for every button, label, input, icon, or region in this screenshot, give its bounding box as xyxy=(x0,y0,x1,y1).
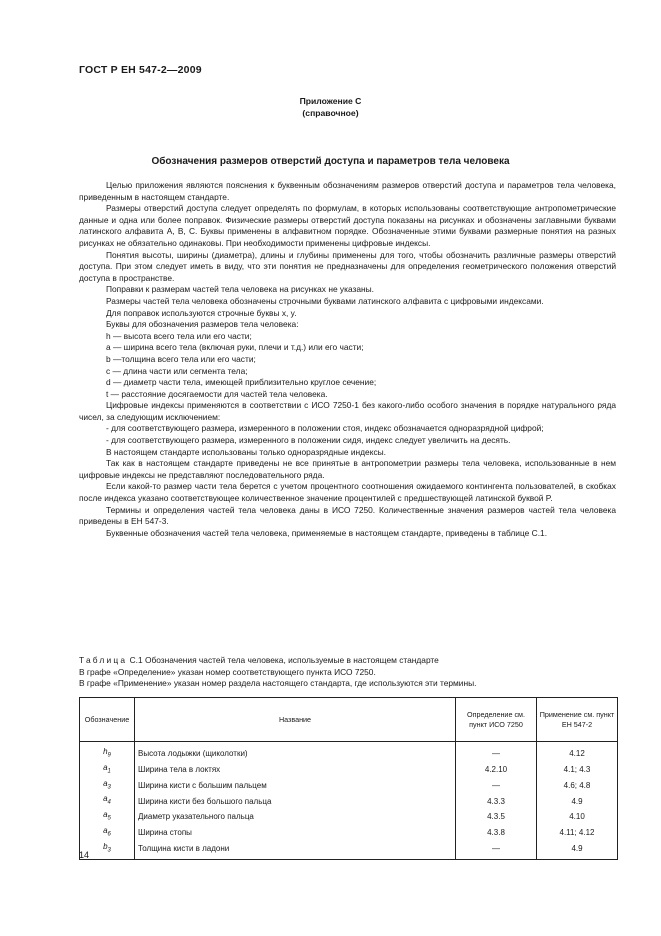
paragraph: - для соответствующего размера, измеренного в положении стоя, индекс обозначается одноразрядной цифрой; xyxy=(106,423,544,434)
cell-name: Ширина тела в локтях xyxy=(135,762,456,778)
cell-definition: 4.3.5 xyxy=(456,809,537,825)
header-definition: Определение см. пункт ИСО 7250 xyxy=(456,698,537,742)
paragraph: Размеры частей тела человека обозначены строчными буквами латинского алфавита с цифровыми индексами. xyxy=(106,295,544,306)
paragraph: Понятия высоты, ширины (диаметра), длины и глубины применены для того, чтобы обозначить различные размеры отверстий доступа. При этом следует иметь в виду, что эти понятия не предназначены для определения геометрического положения отверстий доступа в пространстве. xyxy=(79,249,616,283)
cell-definition: — xyxy=(456,841,537,859)
symbol-letter: a xyxy=(103,825,108,835)
symbol-letter: h xyxy=(103,747,108,756)
cell-definition: 4.2.10 xyxy=(456,762,537,778)
list-item: c — длина части или сегмента тела; xyxy=(106,365,248,376)
list-item: h — высота всего тела или его части; xyxy=(106,330,252,341)
symbol-index: 3 xyxy=(107,784,111,791)
paragraph: Цифровые индексы применяются в соответствии с ИСО 7250-1 без какого-либо особого значения в порядке натурального ряда чисел, за следующим исключением: xyxy=(79,400,616,422)
table-note-definition: В графе «Определение» указан номер соответствующего пункта ИСО 7250. xyxy=(79,666,376,677)
header-name: Название xyxy=(135,698,456,742)
table-row xyxy=(80,778,618,794)
cell-name: Высота лодыжки (щиколотки) xyxy=(135,742,456,762)
symbol-index: 5 xyxy=(107,815,111,822)
table-caption xyxy=(79,655,619,690)
symbol-index: 1 xyxy=(107,768,111,775)
cell-name: Диаметр указательного пальца xyxy=(135,809,456,825)
paragraph: Целью приложения являются пояснения к буквенным обозначениям размеров отверстий доступа и параметров тела человека, приведенным в настоящем стандарте. xyxy=(79,180,616,202)
paragraph: Размеры отверстий доступа следует определять по формулам, в которых использованы соответствующие антропометрические данные и одна или более поправок. Физические размеры отверстий доступа показаны на рисунках и обозначены заглавными буквами латинского алфавита A, B, C. Буквы применены в алфавитном порядке. Обозначенные этими буквами размерные понятия на разных рисунках не обязательно одинаковы. При необходимости применены цифровые индексы. xyxy=(79,203,616,248)
header-symbol: Обозначение xyxy=(80,698,135,742)
table-note-application: В графе «Применение» указан номер раздела настоящего стандарта, где используются эти термины. xyxy=(79,678,477,689)
cell-definition: — xyxy=(456,742,537,762)
cell-symbol xyxy=(80,742,135,762)
paragraph: Для поправок используются строчные буквы x, y. xyxy=(106,307,297,318)
symbol-letter: a xyxy=(103,778,108,788)
body-parts-table xyxy=(79,697,618,860)
symbol-index: 9 xyxy=(107,752,111,759)
table-row xyxy=(80,742,618,762)
list-item: b —толщина всего тела или его части; xyxy=(106,353,256,364)
table-row xyxy=(80,841,618,859)
annex-name: Приложение С xyxy=(299,96,362,106)
cell-symbol xyxy=(80,778,135,794)
symbol-letter: a xyxy=(103,762,108,772)
table-row xyxy=(80,825,618,841)
cell-definition: 4.3.3 xyxy=(456,793,537,809)
cell-application: 4.6; 4.8 xyxy=(537,778,618,794)
paragraph: Буквы для обозначения размеров тела человека: xyxy=(106,319,299,330)
paragraph: Термины и определения частей тела человека даны в ИСО 7250. Количественные значения размеров частей тела человека приведены в ЕН 547-3. xyxy=(79,504,616,527)
cell-symbol xyxy=(80,825,135,841)
list-item: a — ширина всего тела (включая руки, плечи и т.д.) или его части; xyxy=(106,342,364,353)
list-item: d — диаметр части тела, имеющей приблизительно круглое сечение; xyxy=(106,377,377,388)
cell-application: 4.9 xyxy=(537,841,618,859)
page-number: 14 xyxy=(79,850,90,860)
cell-application: 4.11; 4.12 xyxy=(537,825,618,841)
symbol-letter: b xyxy=(103,841,108,851)
symbol-letter: a xyxy=(103,794,108,804)
cell-application: 4.1; 4.3 xyxy=(537,762,618,778)
list-item: t — расстояние досягаемости для частей тела человека. xyxy=(106,388,328,399)
document-header: ГОСТ Р ЕН 547-2—2009 xyxy=(79,64,202,76)
table-row xyxy=(80,793,618,809)
paragraph: В настоящем стандарте использованы только одноразрядные индексы. xyxy=(106,446,386,457)
paragraph: Если какой-то размер части тела берется с учетом процентного соотношения ожидаемого контингента пользователей, в скобках после индекса указано соответствующее количественное значение процентилей с предшествующей латинской буквой P. xyxy=(79,481,616,504)
table-body xyxy=(80,742,618,860)
cell-symbol xyxy=(80,762,135,778)
table-title: С.1 Обозначения частей тела человека, используемые в настоящем стандарте xyxy=(129,655,439,665)
symbol-index: 6 xyxy=(107,831,111,838)
table-row xyxy=(80,762,618,778)
symbol-letter: a xyxy=(103,810,108,820)
symbol-index: 3 xyxy=(107,847,111,854)
cell-symbol xyxy=(80,809,135,825)
symbol-index: 4 xyxy=(107,799,111,806)
paragraph: - для соответствующего размера, измеренного в положении сидя, индекс следует увеличить на десять. xyxy=(106,435,511,446)
cell-name: Ширина кисти с большим пальцем xyxy=(135,778,456,794)
paragraph: Поправки к размерам частей тела человека на рисунках не указаны. xyxy=(106,284,374,295)
cell-application: 4.10 xyxy=(537,809,618,825)
cell-definition: 4.3.8 xyxy=(456,825,537,841)
cell-name: Ширина кисти без большого пальца xyxy=(135,793,456,809)
table-label: Таблица xyxy=(79,655,128,665)
body-text xyxy=(79,180,616,539)
paragraph: Буквенные обозначения частей тела человека, применяемые в настоящем стандарте, приведены в таблице С.1. xyxy=(106,527,548,538)
annex-title: Обозначения размеров отверстий доступа и параметров тела человека xyxy=(151,156,510,167)
cell-symbol xyxy=(80,793,135,809)
cell-application: 4.12 xyxy=(537,742,618,762)
header-application: Применение см. пункт ЕН 547-2 xyxy=(537,698,618,742)
cell-name: Толщина кисти в ладони xyxy=(135,841,456,859)
paragraph: Так как в настоящем стандарте приведены не все принятые в антропометрии размеры тела человека, использованные в нем цифровые индексы не представляют последовательного ряда. xyxy=(79,458,616,480)
table-row xyxy=(80,809,618,825)
annex-note: (справочное) xyxy=(302,108,359,118)
cell-definition: — xyxy=(456,778,537,794)
cell-application: 4.9 xyxy=(537,793,618,809)
cell-name: Ширина стопы xyxy=(135,825,456,841)
